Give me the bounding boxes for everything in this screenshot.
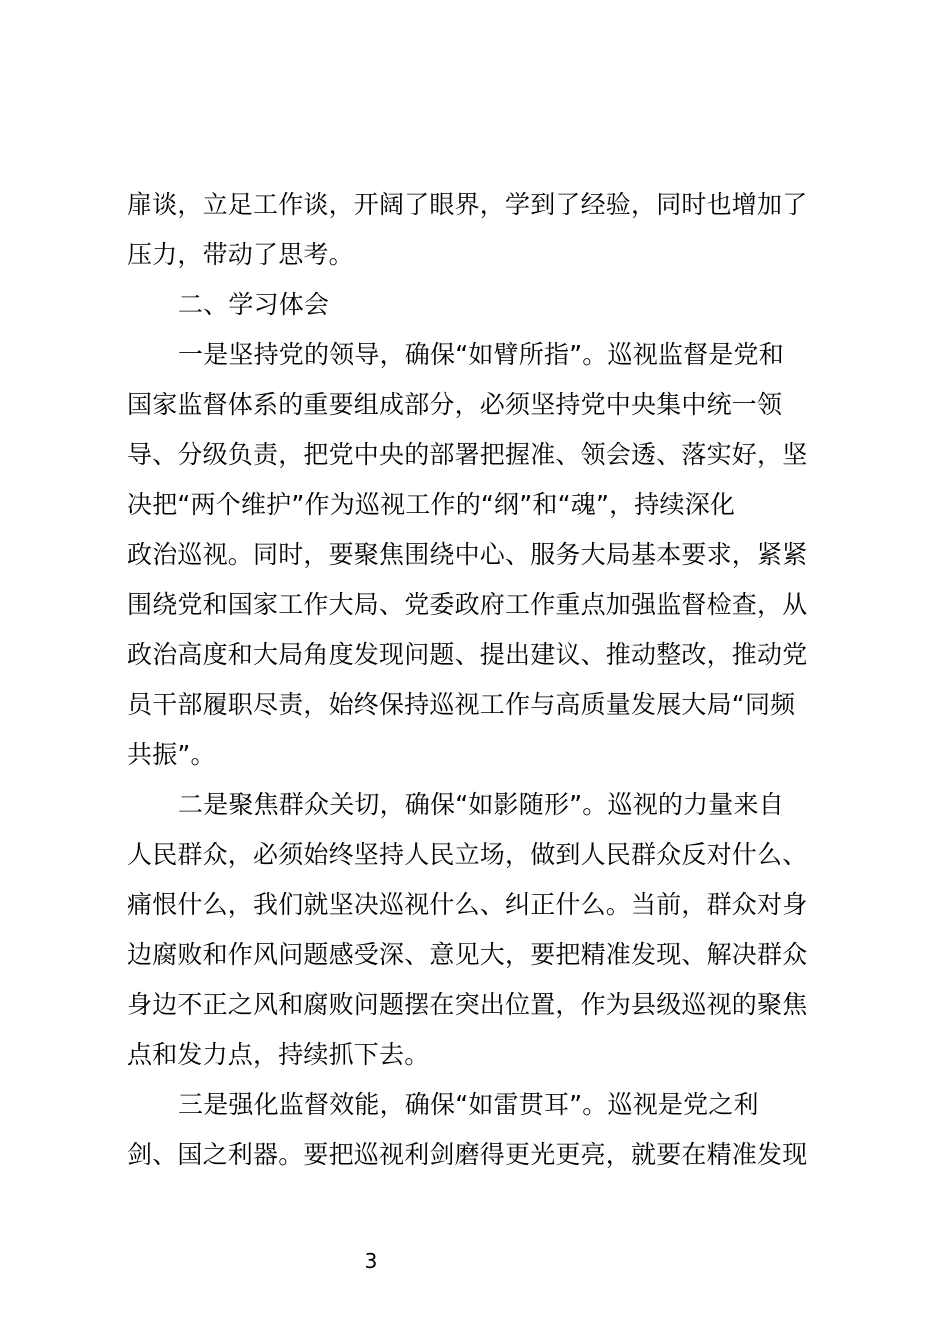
section-heading: 二、学习体会	[178, 290, 330, 319]
text-line: 痛恨什么，我们就坚决巡视什么、纠正什么。当前，群众对身	[127, 890, 808, 919]
text-line: 边腐败和作风问题感受深、意见大，要把精准发现、解决群众	[127, 940, 808, 969]
text-line: 压力，带动了思考。	[127, 240, 354, 269]
text-line: 围绕党和国家工作大局、党委政府工作重点加强监督检查，从	[127, 590, 808, 619]
paragraph-first-line: 一是坚持党的领导，确保“如臂所指”。巡视监督是党和	[178, 340, 784, 369]
paragraph-first-line: 三是强化监督效能，确保“如雷贯耳”。巡视是党之利	[178, 1090, 759, 1119]
text-line: 国家监督体系的重要组成部分，必须坚持党中央集中统一领	[127, 390, 783, 419]
text-line: 点和发力点，持续抓下去。	[127, 1040, 430, 1069]
text-line: 身边不正之风和腐败问题摆在突出位置，作为县级巡视的聚焦	[127, 990, 808, 1019]
paragraph-first-line: 二是聚焦群众关切，确保“如影随形”。巡视的力量来自	[178, 790, 784, 819]
text-line: 导、分级负责，把党中央的部署把握准、领会透、落实好，坚	[127, 440, 808, 469]
text-line: 政治巡视。同时，要聚焦围绕中心、服务大局基本要求，紧紧	[127, 540, 808, 569]
text-line: 政治高度和大局角度发现问题、提出建议、推动整改，推动党	[127, 640, 808, 669]
text-line: 扉谈，立足工作谈，开阔了眼界，学到了经验，同时也增加了	[127, 190, 808, 219]
text-line: 剑、国之利器。要把巡视利剑磨得更光更亮，就要在精准发现	[127, 1140, 808, 1169]
text-line: 决把“两个维护”作为巡视工作的“纲”和“魂”，持续深化	[127, 490, 736, 519]
text-line: 员干部履职尽责，始终保持巡视工作与高质量发展大局“同频	[127, 690, 796, 719]
text-line: 人民群众，必须始终坚持人民立场，做到人民群众反对什么、	[127, 840, 808, 869]
text-line: 共振”。	[127, 740, 216, 769]
page-number: 3	[364, 1249, 378, 1273]
body-text	[127, 180, 831, 1180]
page-number-container	[0, 1247, 950, 1275]
